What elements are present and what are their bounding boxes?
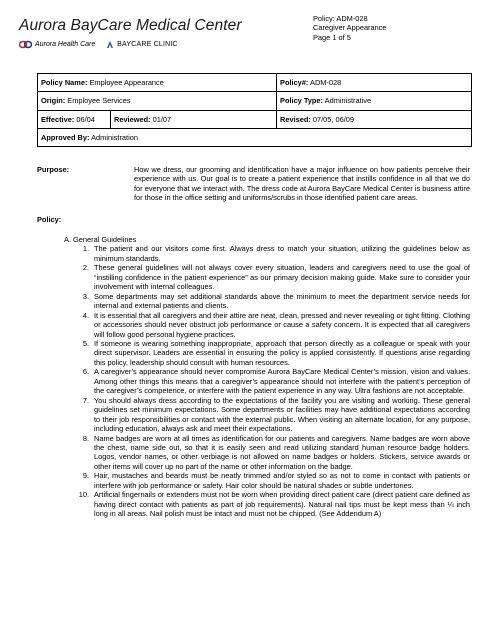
reviewed-value: 01/07 — [152, 114, 172, 124]
policy-info-table — [37, 73, 472, 147]
page-number: Page 1 of 5 — [313, 32, 351, 42]
list-item — [76, 367, 470, 395]
list-item — [76, 263, 470, 291]
baycare-mark-icon — [106, 40, 114, 49]
reviewed-label: Reviewed: — [114, 114, 151, 124]
table-row — [38, 74, 472, 92]
policy-type-cell — [277, 92, 472, 110]
item-text: Name badges are worn at all times as identification for our patients and caregivers. Name badges are worn above the chest, name side out, so that it is easily seen and read utilizing standard human resource badge holders. Logos, vendor names, or other verbiage is not allowed on name badges or holders. Stickers, service awards or other items will cover up no part of the name or other information on the badge. — [94, 433, 470, 471]
list-item — [76, 311, 470, 339]
item-number: 6. — [82, 367, 89, 377]
item-number: 9. — [82, 471, 89, 481]
origin-value: Employee Services — [67, 96, 131, 106]
policy-header-info — [313, 14, 387, 42]
origin-label: Origin: — [41, 96, 66, 106]
policy-name-label: Policy Name: — [41, 78, 88, 88]
origin-cell — [38, 92, 277, 110]
general-guidelines — [64, 235, 470, 519]
policy-number-cell — [277, 74, 472, 92]
item-number: 4. — [82, 310, 89, 320]
item-text: If someone is wearing something inappropriate, approach that person directly as a colleague or speak with your direct supervisor. Leaders are essential in ensuring the policy is applied consistently. If questions arise regarding this policy, leadership should consult with human resources. — [94, 338, 470, 367]
approved-by-label: Approved By: — [41, 132, 90, 142]
item-text: You should always dress according to the expectations of the facility you are visiting and working. These general guidelines set minimum expectations. Some departments or facilities may have additional expectations according to their job responsibilities or contact with the external public. When visiting an alternate location, for any purpose, including education, always ask and meet their expectations. — [94, 395, 470, 434]
policy-type-value: Administrative — [324, 96, 372, 106]
revised-label: Revised: — [280, 114, 311, 124]
list-item — [76, 396, 470, 434]
item-number: 5. — [82, 338, 89, 348]
purpose-text: How we dress, our grooming and identification have a major influence on how patients perceive their experience with us. Our goal is to create a patient experience that instills confidence in all that we do for everyone that we interact with. The dress code at Aurora BayCare Medical Center is business attire for those in the office setting and uniforms/scrubs in those identified patient care areas. — [134, 165, 470, 203]
list-item — [76, 434, 470, 472]
list-item — [76, 244, 470, 263]
policy-label: Policy: — [37, 215, 62, 224]
policy-title: Caregiver Appearance — [313, 23, 387, 33]
item-text: A caregiver’s appearance should never compromise Aurora BayCare Medical Center’s mission, vision and values. Among other things this means that a caregiver’s appearance should not interfere with the patient’s perception of the caregiver’s competence, or interfere with the patient experience in any way. Ultra fashions are not acceptable. — [94, 367, 470, 396]
policy-name-cell — [38, 74, 277, 92]
section-heading: A. General Guidelines — [64, 235, 137, 244]
effective-cell — [38, 110, 111, 128]
policy-number-label: Policy#: — [280, 78, 309, 88]
revised-value: 07/05, 06/09 — [312, 114, 354, 124]
item-number: 8. — [82, 433, 89, 443]
baycare-clinic-label: BAYCARE CLINIC — [117, 41, 178, 48]
policy-type-label: Policy Type: — [280, 96, 324, 106]
table-row — [38, 110, 472, 128]
item-text: Artificial fingernails or extenders must not be worn when providing direct patient care (direct patient care defined as having direct contact with patients as part of job requirements). Natural nail tips must be kept mess than ¼ inch long in all areas. Nail polish must be intact and must not be chipped. (See Addendum A) — [94, 490, 470, 519]
item-number: 10. — [78, 490, 89, 500]
item-number: 1. — [82, 244, 89, 254]
effective-value: 06/04 — [76, 114, 95, 124]
aurora-swirl-icon — [19, 40, 32, 49]
item-text: Some departments may set additional standards above the minimum to meet the department service needs for internal and external patients and clients. — [94, 291, 470, 311]
aurora-health-care-label: Aurora Health Care — [34, 41, 96, 48]
list-item — [76, 471, 470, 490]
item-text: The patient and our visitors come first. Always dress to match your situation, utilizing the guidelines below as minimum standards. — [94, 244, 470, 263]
item-number: 7. — [82, 395, 89, 405]
table-row — [38, 128, 472, 146]
list-item — [76, 490, 470, 518]
item-number: 2. — [82, 263, 89, 273]
table-row — [38, 92, 472, 110]
policy-number-value: ADM-028 — [310, 78, 342, 88]
item-text: Hair, mustaches and beards must be neatly trimmed and/or styled so as not to come in contact with patients or interfere with job performance or safety. Hair color should be natural shades or subtle undertones. — [94, 471, 470, 490]
list-item — [76, 339, 470, 367]
policy-code: Policy: ADM-028 — [313, 14, 368, 23]
revised-cell — [277, 110, 472, 128]
org-logo-text: Aurora BayCare Medical Center — [19, 17, 242, 34]
effective-label: Effective: — [41, 114, 75, 124]
approved-by-value: Administration — [91, 132, 138, 142]
purpose-label: Purpose: — [37, 165, 70, 174]
reviewed-cell — [111, 110, 277, 128]
list-item — [76, 292, 470, 311]
item-text: It is essential that all caregivers and their attire are neat, clean, pressed and never revealing or tight fitting. Clothing or accessories should never obstruct job performance or cause a safety concern. It is expected that all caregivers will follow good personal hygiene practices. — [94, 310, 470, 339]
item-number: 3. — [82, 291, 89, 301]
partner-logos — [19, 40, 178, 52]
policy-name-value: Employee Appearance — [89, 78, 164, 88]
item-text: These general guidelines will not always cover every situation, leaders and caregivers need to use the goal of “instilling confidence in the patient experience” as our primary decision making guide. Make sure to consider your involvement with internal colleagues. — [94, 263, 470, 292]
approved-by-cell — [38, 128, 472, 146]
